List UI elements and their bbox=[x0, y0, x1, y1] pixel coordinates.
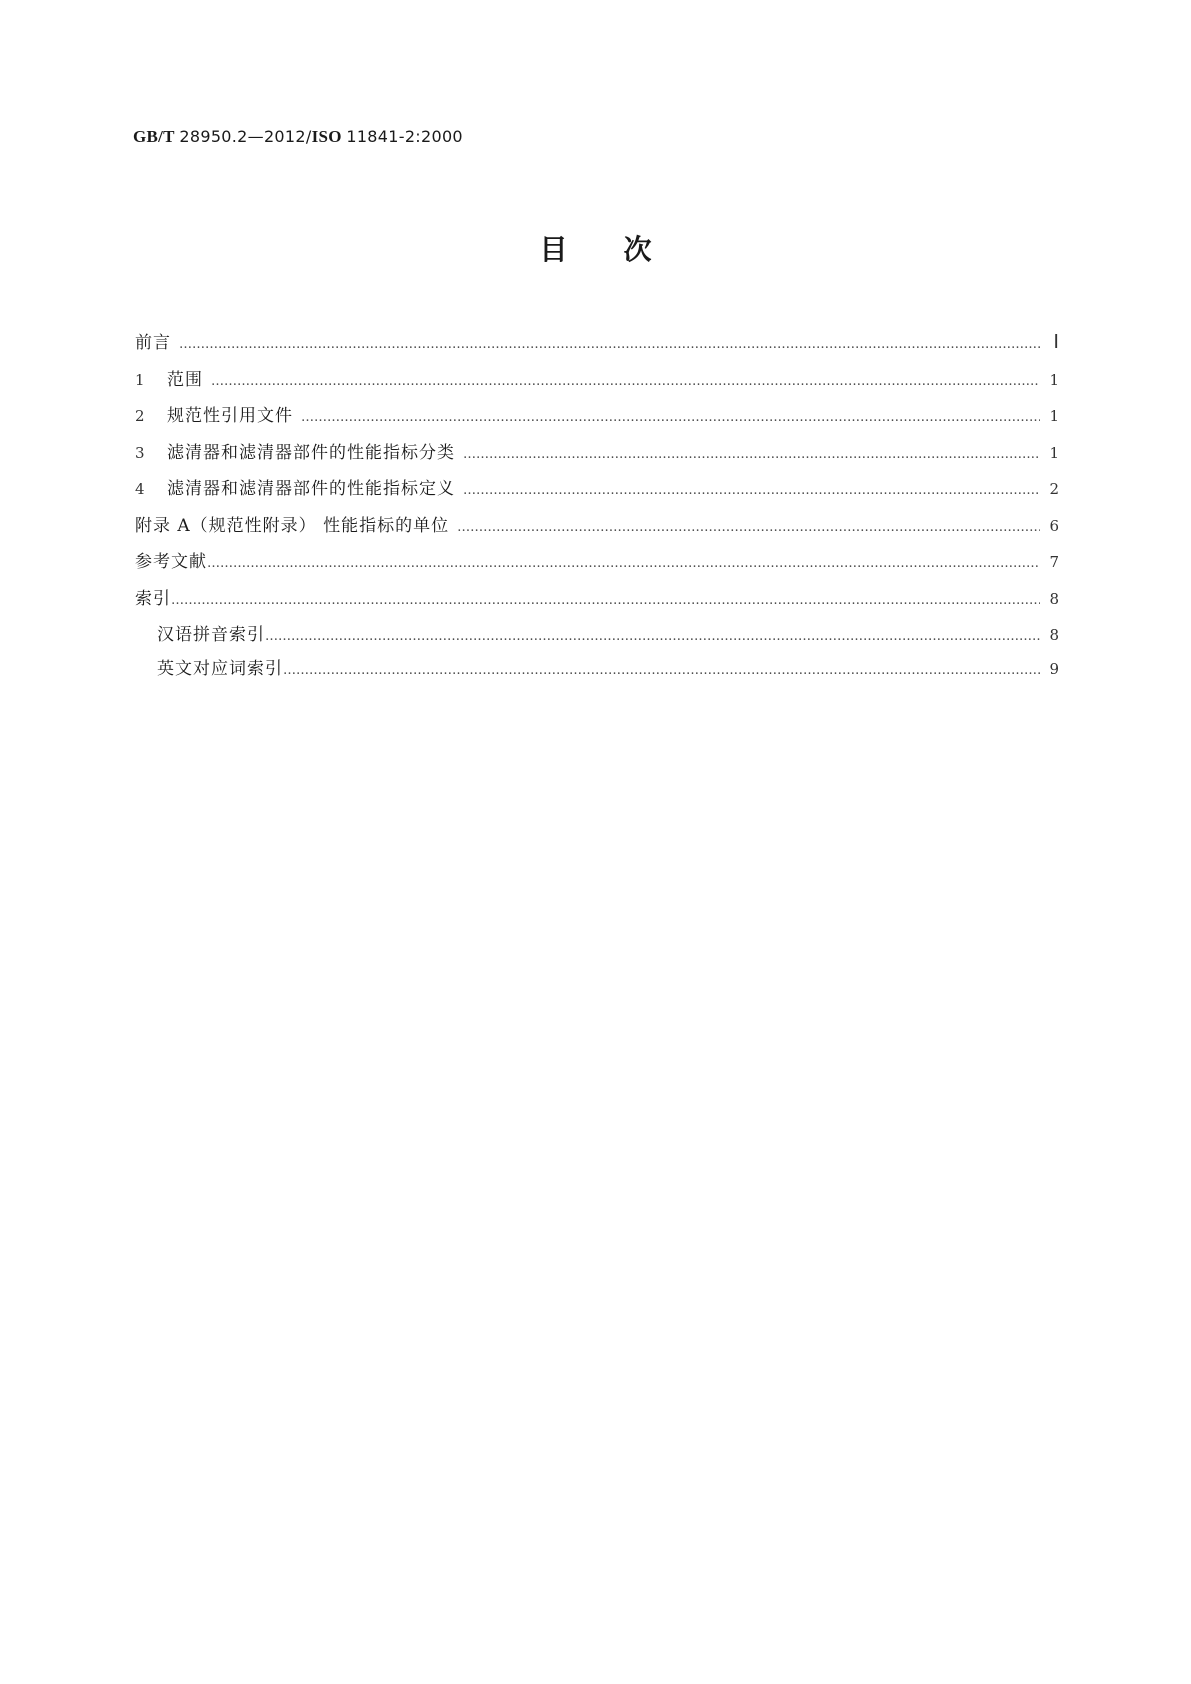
toc-label: 英文对应词索引 bbox=[157, 659, 283, 679]
toc-page-number: 1 bbox=[1049, 370, 1060, 389]
toc-page-number: Ⅰ bbox=[1053, 332, 1060, 353]
toc-page-number: 1 bbox=[1049, 407, 1060, 425]
toc-entry-scope[interactable] bbox=[135, 365, 1060, 402]
toc-label: 前言 bbox=[135, 333, 171, 353]
std-number: 28950.2—2012/ bbox=[179, 127, 312, 146]
toc-label: 汉语拼音索引 bbox=[157, 625, 265, 645]
toc-entry-definitions[interactable] bbox=[135, 474, 1060, 511]
toc-page-number: 2 bbox=[1049, 480, 1060, 498]
toc-entry-bibliography[interactable] bbox=[135, 547, 1060, 584]
toc-section-number: 2 bbox=[135, 407, 146, 425]
toc-leader-dots bbox=[211, 374, 1040, 389]
toc-entry-pinyin-index[interactable] bbox=[135, 620, 1060, 654]
toc-leader-dots bbox=[463, 447, 1040, 462]
toc-leader-dots bbox=[283, 663, 1040, 678]
toc-section-number: 3 bbox=[135, 443, 146, 462]
toc-entry-foreword[interactable] bbox=[135, 328, 1060, 365]
toc-section-number: 4 bbox=[135, 480, 146, 498]
toc-page-number: 6 bbox=[1049, 516, 1060, 535]
iso-number: 11841-2:2000 bbox=[346, 127, 463, 146]
table-of-contents bbox=[135, 328, 1060, 688]
toc-page-number: 8 bbox=[1049, 626, 1060, 644]
toc-entry-annex-a[interactable] bbox=[135, 511, 1060, 548]
toc-leader-dots bbox=[179, 337, 1040, 352]
toc-leader-dots bbox=[463, 483, 1040, 498]
toc-label: 参考文献 bbox=[135, 552, 207, 572]
toc-label: 规范性引用文件 bbox=[167, 406, 293, 426]
toc-label: 范围 bbox=[167, 369, 203, 390]
toc-page-number: 1 bbox=[1049, 443, 1060, 462]
toc-label: 滤清器和滤清器部件的性能指标定义 bbox=[167, 479, 455, 499]
toc-label: 索引 bbox=[135, 588, 171, 609]
page-title: 目次 bbox=[539, 233, 708, 266]
toc-entry-english-index[interactable] bbox=[135, 654, 1060, 688]
toc-section-number: 1 bbox=[135, 370, 146, 389]
std-prefix: GB/T bbox=[133, 127, 175, 146]
toc-entry-normative-references[interactable] bbox=[135, 401, 1060, 438]
toc-page-number: 7 bbox=[1049, 553, 1060, 571]
toc-entry-index[interactable] bbox=[135, 584, 1060, 621]
toc-leader-dots bbox=[301, 410, 1040, 425]
toc-leader-dots bbox=[265, 629, 1040, 644]
toc-leader-dots bbox=[171, 593, 1040, 608]
toc-page-number: 8 bbox=[1049, 589, 1060, 608]
toc-leader-dots bbox=[457, 520, 1040, 535]
toc-leader-dots bbox=[207, 556, 1040, 571]
toc-label: 滤清器和滤清器部件的性能指标分类 bbox=[167, 442, 455, 463]
toc-page-number: 9 bbox=[1049, 660, 1060, 678]
toc-entry-classification[interactable] bbox=[135, 438, 1060, 475]
iso-prefix: ISO bbox=[311, 127, 342, 146]
toc-label: 附录 A（规范性附录） 性能指标的单位 bbox=[135, 515, 450, 536]
document-header bbox=[133, 127, 463, 147]
